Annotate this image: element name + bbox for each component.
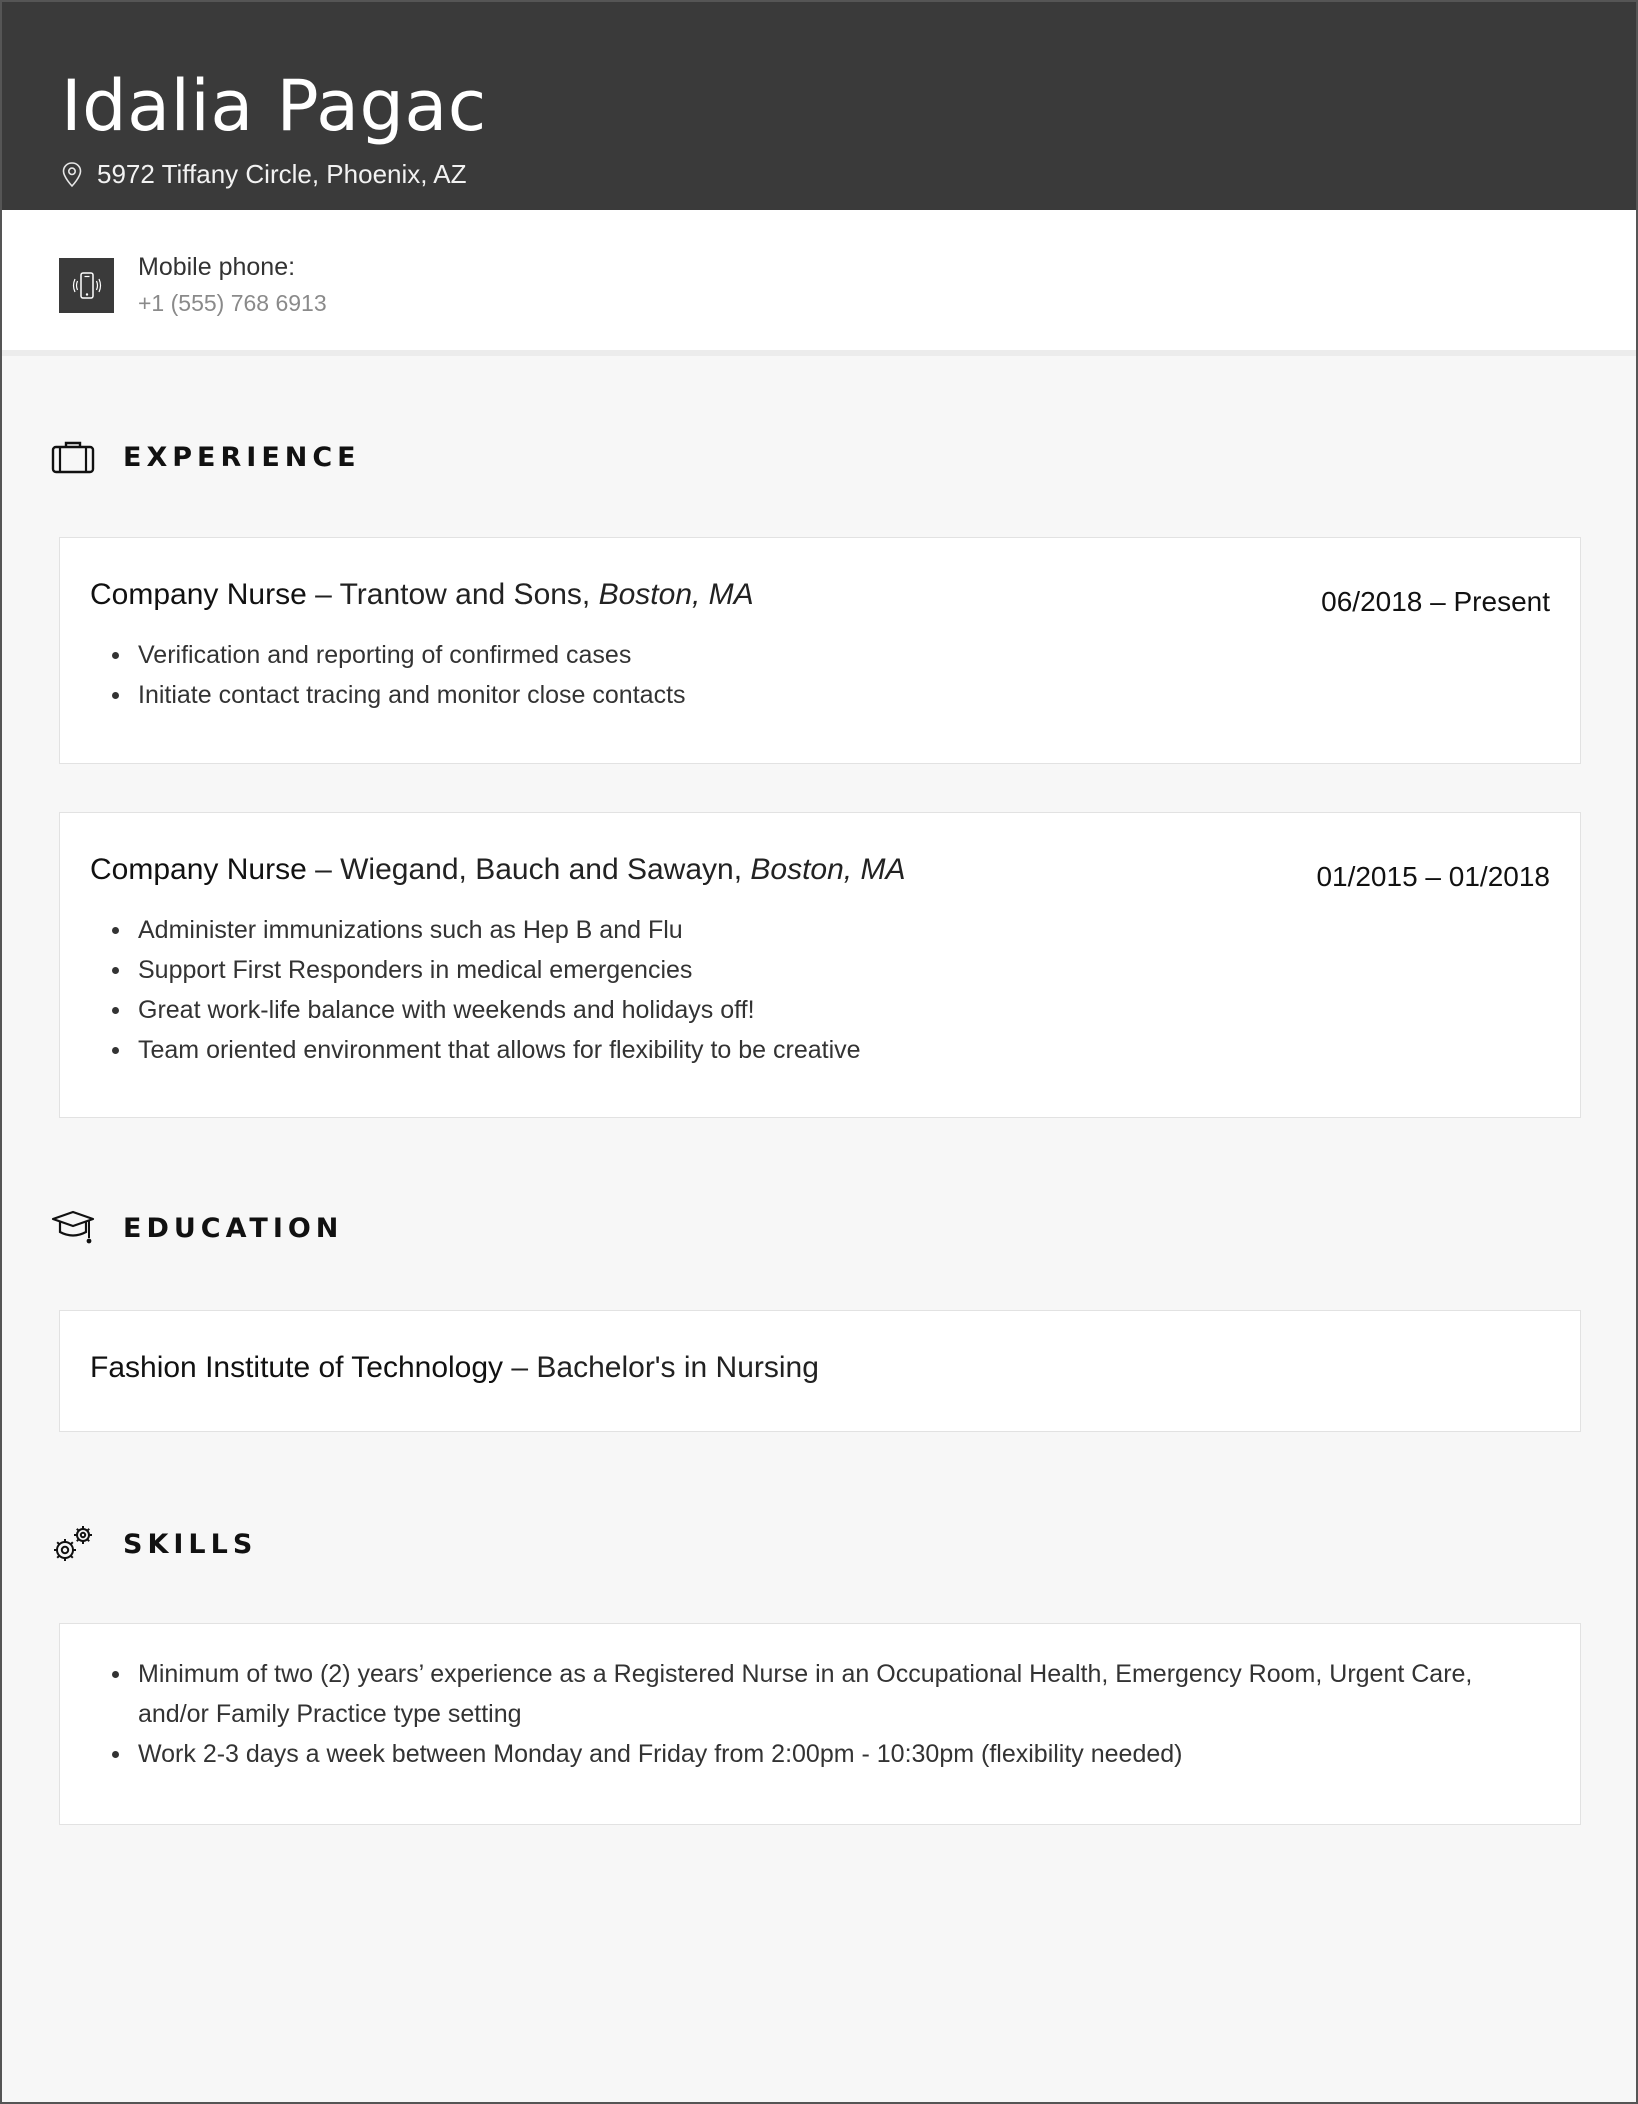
job-dates: 01/2015 – 01/2018 bbox=[1316, 861, 1550, 892]
job-bullets bbox=[138, 635, 1550, 715]
list-item: Great work-life balance with weekends and holidays off! bbox=[138, 990, 1550, 1030]
list-item: Initiate contact tracing and monitor close contacts bbox=[138, 675, 1550, 715]
phone-info bbox=[138, 250, 327, 322]
list-item: Team oriented environment that allows for flexibility to be creative bbox=[138, 1030, 1550, 1070]
skills-heading bbox=[51, 1524, 257, 1564]
list-item: Verification and reporting of confirmed cases bbox=[138, 635, 1550, 675]
job-title-line bbox=[90, 853, 905, 887]
gears-icon bbox=[51, 1524, 95, 1564]
skills-card bbox=[59, 1623, 1581, 1825]
school-name: Fashion Institute of Technology bbox=[90, 1351, 504, 1384]
skills-title: SKILLS bbox=[123, 1528, 258, 1560]
job-title-line bbox=[90, 578, 754, 612]
phone-label: Mobile phone: bbox=[138, 253, 296, 281]
address-text: 5972 Tiffany Circle, Phoenix, AZ bbox=[97, 159, 467, 189]
candidate-name: Idalia Pagac bbox=[61, 65, 487, 147]
job-location: Boston, MA bbox=[750, 853, 906, 886]
resume-header bbox=[2, 2, 1636, 210]
contact-bar bbox=[2, 210, 1636, 356]
job-company: – Wiegand, Bauch and Sawayn, bbox=[306, 853, 751, 886]
briefcase-icon bbox=[51, 440, 95, 474]
location-pin-icon bbox=[61, 161, 83, 189]
job-bullets bbox=[138, 910, 1550, 1070]
list-item: Support First Responders in medical emergencies bbox=[138, 950, 1550, 990]
skills-list bbox=[138, 1654, 1500, 1774]
degree-name: – Bachelor's in Nursing bbox=[503, 1351, 819, 1384]
experience-card bbox=[59, 812, 1581, 1118]
mobile-phone-icon bbox=[59, 258, 114, 313]
experience-title: EXPERIENCE bbox=[123, 441, 361, 473]
education-line bbox=[90, 1351, 819, 1385]
experience-heading bbox=[51, 440, 361, 474]
job-location: Boston, MA bbox=[598, 578, 754, 611]
phone-number: +1 (555) 768 6913 bbox=[138, 290, 327, 316]
experience-card bbox=[59, 537, 1581, 764]
address-line bbox=[61, 159, 1636, 190]
list-item: Work 2-3 days a week between Monday and Friday from 2:00pm - 10:30pm (flexibility needed) bbox=[138, 1734, 1500, 1774]
job-dates: 06/2018 – Present bbox=[1321, 586, 1550, 617]
job-role: Company Nurse bbox=[90, 578, 307, 611]
education-title: EDUCATION bbox=[123, 1212, 344, 1244]
list-item: Minimum of two (2) years’ experience as a Registered Nurse in an Occupational Health, Emergency Room, Urgent Care, and/or Family Practice type setting bbox=[138, 1654, 1500, 1734]
job-company: – Trantow and Sons, bbox=[306, 578, 599, 611]
education-heading bbox=[51, 1210, 343, 1246]
list-item: Administer immunizations such as Hep B and Flu bbox=[138, 910, 1550, 950]
graduation-cap-icon bbox=[51, 1210, 95, 1246]
job-role: Company Nurse bbox=[90, 853, 307, 886]
education-card bbox=[59, 1310, 1581, 1432]
